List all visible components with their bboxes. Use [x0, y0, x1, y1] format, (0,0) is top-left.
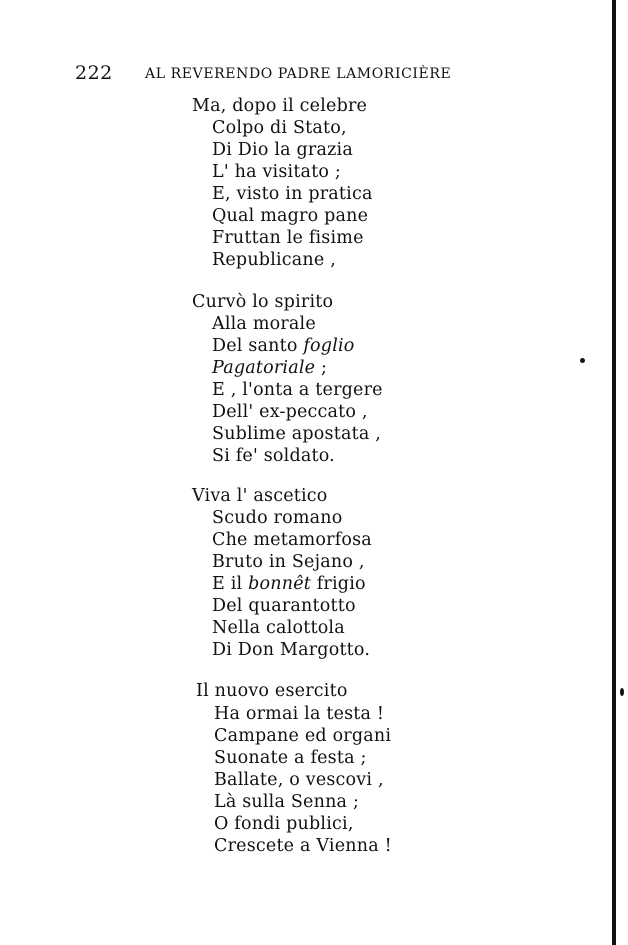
verse-line: Alla morale: [212, 314, 316, 334]
verse-line: Di Don Margotto.: [212, 640, 371, 660]
verse-line: Dell' ex-peccato ,: [212, 402, 368, 422]
running-head: AL REVERENDO PADRE LAMORICIÈRE: [145, 66, 452, 82]
verse-line: Crescete a Vienna !: [214, 836, 392, 856]
italic-word: bonnêt: [248, 574, 311, 594]
verse-line: Ballate, o vescovi ,: [214, 770, 384, 790]
verse-line: Campane ed organi: [214, 726, 392, 746]
verse-line: E , l'onta a tergere: [212, 380, 383, 400]
verse-line: Del quarantotto: [212, 596, 356, 616]
verse-line: Republicane ,: [212, 250, 336, 270]
verse-text: E il: [212, 574, 243, 594]
verse-text: Del santo: [212, 336, 298, 356]
verse-line: Ma, dopo il celebre: [192, 96, 368, 116]
verse-line: Scudo romano: [212, 508, 343, 528]
verse-line: Il nuovo esercito: [196, 681, 348, 701]
ink-speck: [580, 358, 585, 363]
verse-line: Si fe' soldato.: [212, 446, 335, 466]
verse-line: Ha ormai la testa !: [214, 704, 385, 724]
verse-line: Che metamorfosa: [212, 530, 372, 550]
page-number: 222: [75, 62, 113, 84]
verse-line: Qual magro pane: [212, 206, 369, 226]
verse-line: Fruttan le fisime: [212, 228, 364, 248]
verse-text: ;: [315, 358, 328, 378]
italic-word: Pagatoriale: [212, 358, 316, 378]
verse-line: [212, 357, 327, 379]
verse-line: Là sulla Senna ;: [214, 792, 360, 812]
verse-line: E, visto in pratica: [212, 184, 373, 204]
verse-line: Colpo di Stato,: [212, 118, 347, 138]
ink-speck: [620, 688, 624, 696]
verse-line: O fondi publici,: [214, 814, 354, 834]
italic-word: foglio: [303, 336, 355, 356]
verse-line: Di Dio la grazia: [212, 140, 353, 160]
page-edge-line: [612, 0, 616, 945]
verse-line: Nella calottola: [212, 618, 345, 638]
verse-line: Suonate a festa ;: [214, 748, 367, 768]
verse-text: frigio: [316, 574, 366, 594]
verse-line: Viva l' ascetico: [192, 486, 328, 506]
verse-line: Curvò lo spirito: [192, 292, 334, 312]
verse-line: [212, 335, 355, 357]
verse-line: [212, 573, 366, 595]
verse-line: Sublime apostata ,: [212, 424, 381, 444]
verse-line: L' ha visitato ;: [212, 162, 342, 182]
verse-line: Bruto in Sejano ,: [212, 552, 365, 572]
